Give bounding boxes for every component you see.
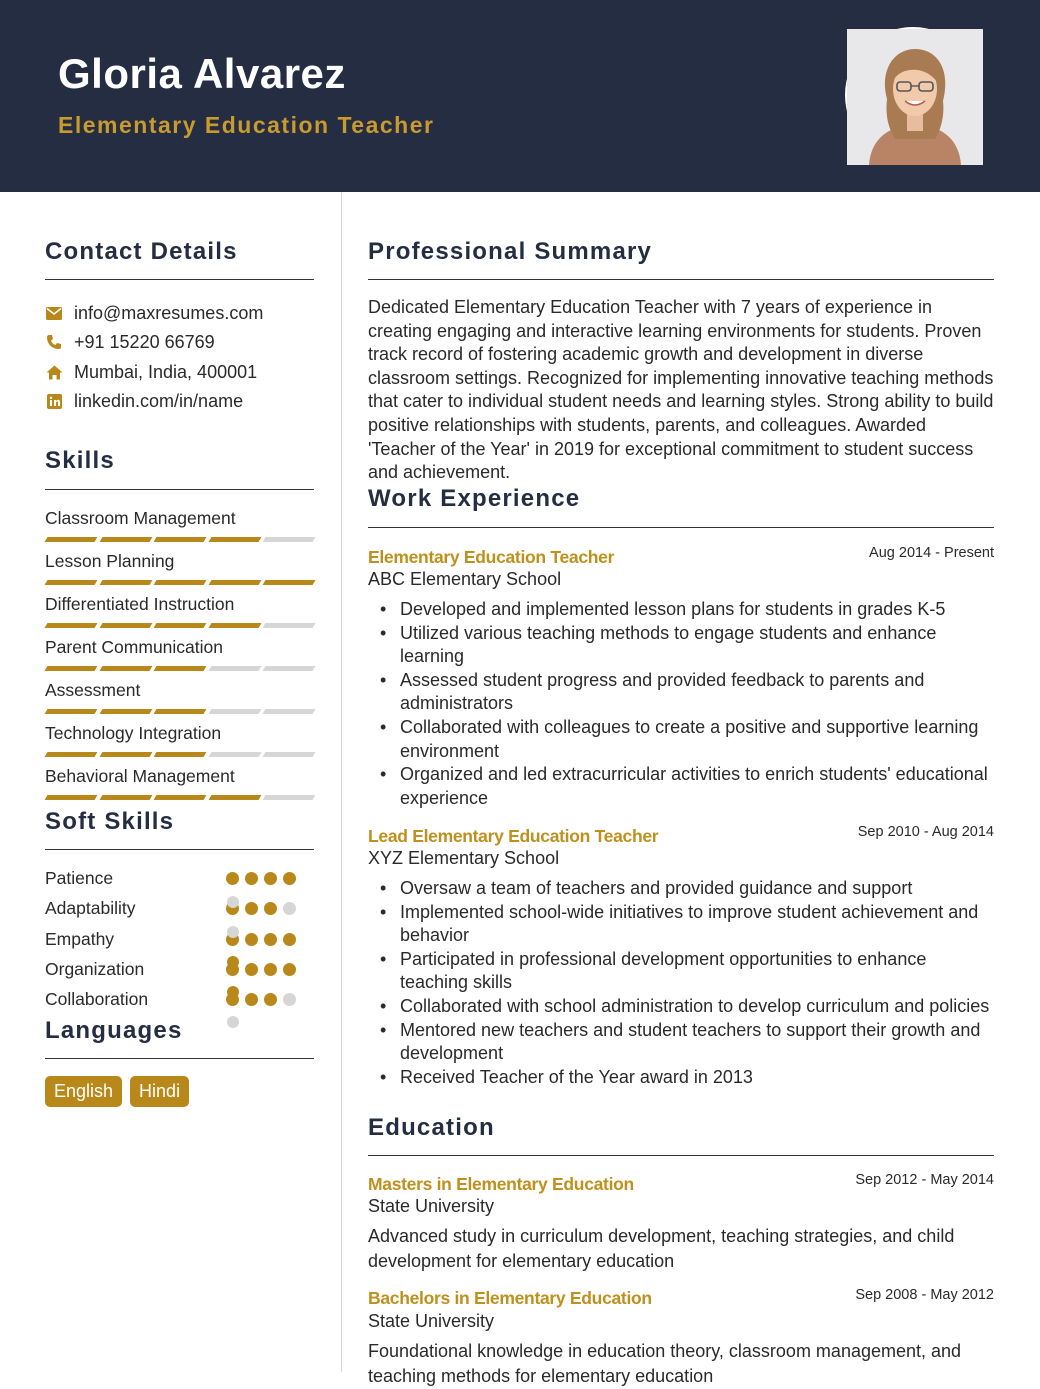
soft-skill-name: Adaptability [45, 898, 136, 919]
skill-rating-segment [263, 580, 315, 585]
skill-rating-segment [99, 752, 151, 757]
skill-rating-bar [46, 666, 314, 671]
rating-dot-artifact [227, 896, 239, 908]
education-dates: Sep 2012 - May 2014 [855, 1172, 994, 1188]
job-bullet: • Organized and led extracurricular activities to enrich students' educational experience [368, 763, 994, 810]
skill-rating-segment [99, 580, 151, 585]
phone-icon [45, 333, 63, 351]
skill-rating-segment [45, 752, 97, 757]
rating-dot [264, 902, 277, 915]
contact-phone[interactable] [45, 330, 215, 354]
job-bullets [368, 598, 994, 810]
skill-name: Technology Integration [45, 723, 222, 743]
skill-rating-segment [45, 537, 97, 542]
rating-dot [245, 933, 258, 946]
skill-rating-segment [99, 666, 151, 671]
rating-dot-artifact [227, 1016, 239, 1028]
home-icon [45, 363, 63, 381]
rating-dot [264, 993, 277, 1006]
skill-rating-segment [208, 623, 260, 628]
rating-dot [283, 872, 296, 885]
contact-rule [45, 279, 314, 280]
job-title: Elementary Education Teacher [368, 547, 615, 567]
skill-rating-segment [45, 795, 97, 800]
candidate-title: Elementary Education Teacher [58, 112, 435, 138]
education-degree: Masters in Elementary Education [368, 1174, 634, 1194]
candidate-name: Gloria Alvarez [58, 50, 346, 97]
job-bullet: • Utilized various teaching methods to engage students and enhance learning [368, 622, 994, 669]
rating-dot [245, 872, 258, 885]
job-bullet: • Collaborated with school administration to develop curriculum and policies [368, 995, 994, 1019]
envelope-icon [45, 304, 63, 322]
languages-rule [45, 1058, 314, 1059]
skill-rating-segment [154, 537, 206, 542]
skill-rating-segment [154, 795, 206, 800]
rating-dot [283, 933, 296, 946]
skill-name: Assessment [45, 680, 141, 700]
soft-skill-name: Empathy [45, 928, 115, 949]
skill-rating-segment [99, 709, 151, 714]
skill-rating-segment [99, 623, 151, 628]
skill-rating-segment [208, 795, 260, 800]
rating-dot [245, 963, 258, 976]
avatar-portrait-icon [847, 29, 983, 165]
skill-rating-segment [154, 709, 206, 714]
skill-rating-segment [208, 752, 260, 757]
rating-dot [283, 993, 296, 1006]
contact-linkedin-text: linkedin.com/in/name [74, 390, 244, 411]
language-chip: English [45, 1076, 122, 1107]
education-description: Advanced study in curriculum development, teaching strategies, and child development for elementary education [368, 1226, 955, 1271]
contact-linkedin[interactable] [45, 389, 243, 413]
skill-rating-segment [263, 666, 315, 671]
languages-section-title: Languages [45, 1017, 183, 1044]
linkedin-icon [45, 392, 63, 410]
rating-dot [245, 902, 258, 915]
education-dates: Sep 2008 - May 2012 [855, 1287, 994, 1303]
skill-name: Behavioral Management [45, 766, 235, 786]
education-rule [368, 1155, 994, 1156]
job-bullet: • Received Teacher of the Year award in 2013 [368, 1066, 994, 1090]
skill-rating-segment [263, 623, 315, 628]
skill-rating-bar [46, 709, 314, 714]
job-bullets [368, 877, 994, 1089]
skill-rating-bar [46, 795, 314, 800]
contact-location [45, 360, 257, 384]
soft-skill-name: Collaboration [45, 989, 149, 1010]
skill-rating-segment [154, 666, 206, 671]
experience-rule [368, 527, 994, 528]
rating-dot-artifact [227, 956, 239, 968]
rating-dot [264, 963, 277, 976]
rating-dot [283, 902, 296, 915]
skill-rating-segment [208, 537, 260, 542]
skill-rating-bar [46, 580, 314, 585]
job-bullet: • Implemented school-wide initiatives to improve student achievement and behavior [368, 901, 994, 948]
skill-rating-segment [45, 709, 97, 714]
skill-rating-segment [208, 666, 260, 671]
languages-list [45, 1076, 189, 1107]
avatar [845, 27, 981, 163]
skill-rating-segment [45, 580, 97, 585]
contact-email[interactable] [45, 301, 263, 325]
skill-rating-segment [99, 537, 151, 542]
job-bullet: • Assessed student progress and provided feedback to parents and administrators [368, 669, 994, 716]
contact-location-text: Mumbai, India, 400001 [74, 361, 258, 382]
skill-rating-segment [99, 795, 151, 800]
skill-rating-segment [154, 580, 206, 585]
skill-rating-bar [46, 623, 314, 628]
soft-skills-section-title: Soft Skills [45, 808, 175, 835]
job-bullet: • Collaborated with colleagues to create a positive and supportive learning environment [368, 716, 994, 763]
summary-section-title: Professional Summary [368, 238, 653, 265]
job-bullet: • Mentored new teachers and student teachers to support their growth and development [368, 1019, 994, 1066]
soft-skill-name: Patience [45, 868, 114, 888]
contact-phone-text: +91 15220 66769 [74, 331, 215, 352]
skill-name: Classroom Management [45, 508, 236, 528]
rating-dot-artifact [227, 986, 239, 998]
summary-text: Dedicated Elementary Education Teacher with 7 years of experience in creating engaging and interactive learning environments for students. Proven track record of fostering academic growth and development in diverse classroom settings. Recognized for implementing innovative teaching methods that cater to individual student needs and learning styles. Strong ability to build positive relationships with students, parents, and colleagues. Awarded 'Teacher of the Year' in 2019 for exceptional commitment to student success and achievement. [368, 297, 994, 483]
skill-rating-bar [46, 537, 314, 542]
job-dates: Sep 2010 - Aug 2014 [857, 824, 994, 840]
skill-name: Parent Communication [45, 637, 223, 657]
education-description: Foundational knowledge in education theory, classroom management, and teaching methods for elementary education [368, 1341, 962, 1386]
skill-rating-segment [45, 623, 97, 628]
soft-skill-name: Organization [45, 958, 145, 979]
skill-rating-segment [263, 752, 315, 757]
job-bullet: • Participated in professional development opportunities to enhance teaching skills [368, 948, 994, 995]
skill-rating-bar [46, 752, 314, 757]
summary-rule [368, 279, 994, 280]
skill-rating-segment [263, 795, 315, 800]
job-bullet: • Oversaw a team of teachers and provided guidance and support [368, 877, 994, 901]
rating-dot [264, 872, 277, 885]
rating-dot [226, 872, 239, 885]
skill-rating-segment [263, 537, 315, 542]
skill-name: Differentiated Instruction [45, 594, 235, 614]
soft-skills-rule [45, 849, 314, 850]
skill-rating-segment [208, 580, 260, 585]
skills-rule [45, 489, 314, 490]
education-degree: Bachelors in Elementary Education [368, 1288, 652, 1308]
job-organization: XYZ Elementary School [368, 848, 560, 868]
contact-email-text: info@maxresumes.com [74, 302, 264, 323]
skill-rating-segment [154, 623, 206, 628]
education-section-title: Education [368, 1114, 495, 1141]
job-organization: ABC Elementary School [368, 569, 562, 589]
education-school: State University [368, 1196, 495, 1216]
skill-rating-segment [154, 752, 206, 757]
language-chip: Hindi [130, 1076, 189, 1107]
column-divider [341, 192, 342, 1372]
rating-dot [245, 993, 258, 1006]
job-bullet: • Developed and implemented lesson plans for students in grades K-5 [368, 598, 994, 622]
job-title: Lead Elementary Education Teacher [368, 826, 659, 846]
rating-dot [283, 963, 296, 976]
resume-header [0, 0, 1040, 192]
skill-rating-segment [45, 666, 97, 671]
skills-section-title: Skills [45, 447, 115, 474]
rating-dot [264, 933, 277, 946]
experience-section-title: Work Experience [368, 485, 581, 512]
job-dates: Aug 2014 - Present [869, 545, 994, 561]
skill-rating-segment [208, 709, 260, 714]
soft-skill-rating [226, 872, 296, 885]
skill-rating-segment [263, 709, 315, 714]
skill-name: Lesson Planning [45, 551, 175, 571]
rating-dot-artifact [227, 926, 239, 938]
contact-section-title: Contact Details [45, 238, 238, 265]
education-school: State University [368, 1311, 495, 1331]
